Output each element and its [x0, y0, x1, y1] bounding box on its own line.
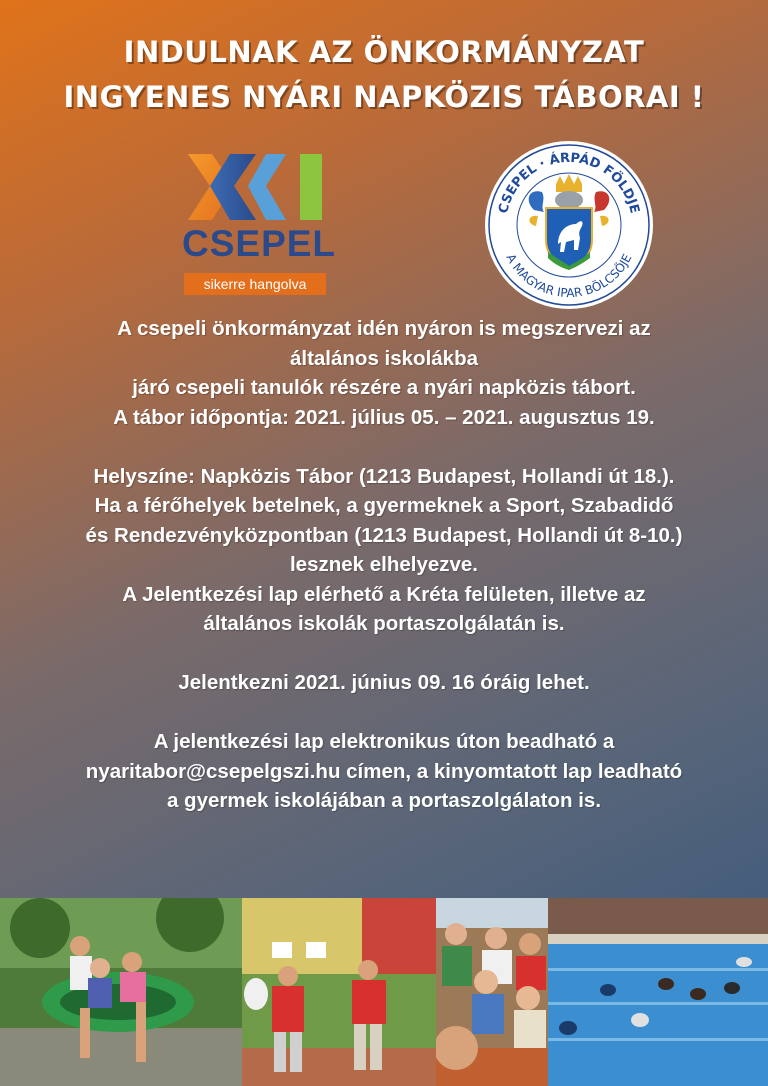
text-line: nyaritabor@csepelgszi.hu címen, a kinyomtatott lap leadható	[85, 759, 683, 783]
text-line: A tábor időpontja: 2021. július 05. – 2021. augusztus 19.	[113, 405, 655, 429]
text-line: a gyermek iskolájában a portaszolgálaton is.	[166, 789, 602, 812]
text-line: A Jelentkezési lap elérhető a Kréta felületen, illetve az	[122, 582, 646, 606]
text-line: A jelentkezési lap elektronikus úton beadható a	[153, 730, 615, 753]
paragraph-submission	[0, 727, 768, 816]
csepel-xxi-logo	[182, 152, 337, 297]
csepel-coat-of-arms-seal	[484, 140, 654, 310]
text-line: és Rendezvényközpontban (1213 Budapest, Hollandi út 8-10.)	[85, 523, 683, 547]
logo-wordmark: CSEPEL	[182, 223, 337, 264]
logo-tagline: sikerre hangolva	[184, 273, 326, 295]
svg-text:CSEPEL · ÁRPÁD FÖLDJE: CSEPEL · ÁRPÁD FÖLDJE	[496, 150, 642, 215]
photo-swimming-pool	[548, 898, 768, 1086]
photo-strip	[0, 898, 768, 1086]
photo-running-boys	[242, 898, 436, 1086]
headline	[0, 30, 768, 120]
photo-group-kids	[436, 898, 548, 1086]
paragraph-location	[0, 462, 768, 639]
text-line: Helyszíne: Napközis Tábor (1213 Budapest, Hollandi út 18.).	[93, 464, 675, 488]
text-line: Ha a férőhelyek betelnek, a gyermeknek a Sport, Szabadidő	[94, 494, 674, 517]
xxi-mark-icon	[182, 152, 328, 224]
photo-swing-kids	[0, 898, 242, 1086]
text-line: általános iskolák portaszolgálatán is.	[203, 612, 565, 635]
text-line: általános iskolákba	[289, 346, 478, 370]
svg-text:A MAGYAR IPAR BÖLCSŐJE: A MAGYAR IPAR BÖLCSŐJE	[503, 251, 635, 301]
coat-of-arms-icon	[484, 140, 654, 310]
text-line: A csepeli önkormányzat idén nyáron is megszervezi az	[117, 317, 651, 340]
announcement-body	[0, 314, 768, 816]
text-line: járó csepeli tanulók részére a nyári napközis tábort.	[132, 376, 636, 399]
text-line: lesznek elhelyezve.	[289, 553, 479, 576]
headline-line-1: INDULNAK AZ ÖNKORMÁNYZAT	[123, 35, 645, 69]
headline-line-2: INGYENES NYÁRI NAPKÖZIS TÁBORAI !	[63, 80, 705, 114]
paragraph-deadline	[0, 668, 768, 698]
paragraph-intro	[0, 314, 768, 432]
text-line: Jelentkezni 2021. június 09. 16 óráig lehet.	[178, 671, 590, 694]
